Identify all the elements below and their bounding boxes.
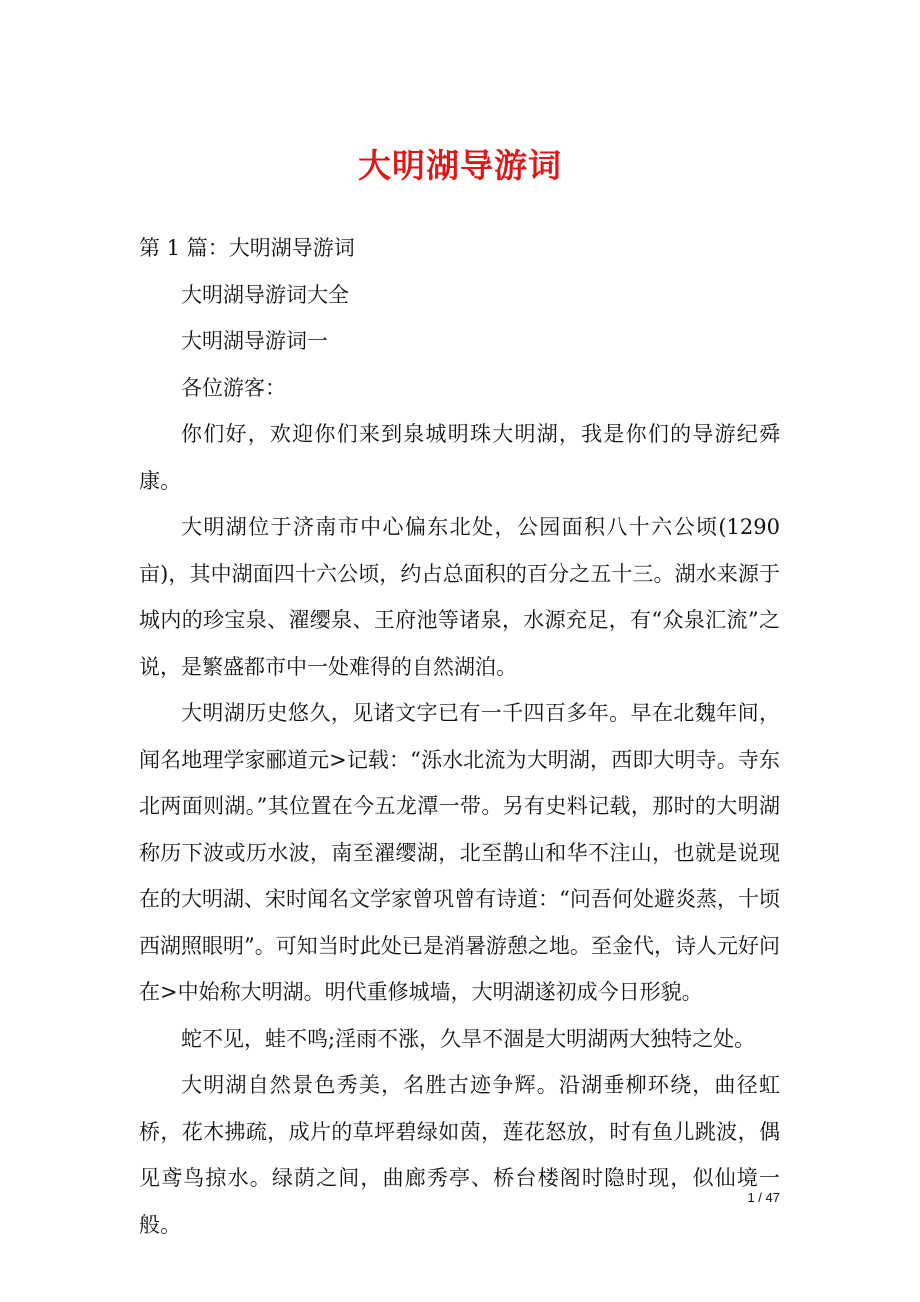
page-number: 1 / 47 xyxy=(747,1190,780,1205)
paragraph: 大明湖自然景色秀美，名胜古迹争辉。沿湖垂柳环绕，曲径虹桥，花木拂疏，成片的草坪碧绿如茵，莲花怒放，时有鱼儿跳波，偶见鸢鸟掠水。绿荫之间，曲廊秀亭、桥台楼阁时隐时现，似仙境一般。 xyxy=(139,1073,780,1237)
paragraph: 大明湖导游词一 xyxy=(181,329,328,353)
paragraph: 大明湖导游词大全 xyxy=(181,282,349,307)
paragraph: 蛇不见，蛙不鸣;淫雨不涨，久旱不涸是大明湖两大独特之处。 xyxy=(181,1026,756,1051)
paragraph: 大明湖位于济南市中心偏东北处，公园面积八十六公顷(1290亩)，其中湖面四十六公顷，约占总面积的百分之五十三。湖水来源于城内的珍宝泉、濯缨泉、王府池等诸泉，水源充足，有“众泉汇流”之说，是繁盛都市中一处难得的自然湖泊。 xyxy=(139,515,780,679)
document-body xyxy=(139,225,780,1248)
paragraph: 大明湖历史悠久，见诸文字已有一千四百多年。早在北魏年间，闻名地理学家郦道元>记载：“泺水北流为大明湖，西即大明寺。寺东北两面则湖。”其位置在今五龙潭一带。另有史料记载，那时的大明湖称历下波或历水波，南至濯缨湖，北至鹊山和华不注山，也就是说现在的大明湖、宋时闻名文学家曾巩曾有诗道：“问吾何处避炎蒸，十顷西湖照眼明”。可知当时此处已是消暑游憩之地。至金代，诗人元好问在>中始称大明湖。明代重修城墙，大明湖遂初成今日形貌。 xyxy=(139,701,780,1004)
paragraph: 各位游客： xyxy=(181,375,286,400)
chapter-heading: 第 1 篇：大明湖导游词 xyxy=(139,236,355,260)
document-title: 大明湖导游词 xyxy=(358,146,562,185)
paragraph: 你们好，欢迎你们来到泉城明珠大明湖，我是你们的导游纪舜康。 xyxy=(139,422,780,493)
